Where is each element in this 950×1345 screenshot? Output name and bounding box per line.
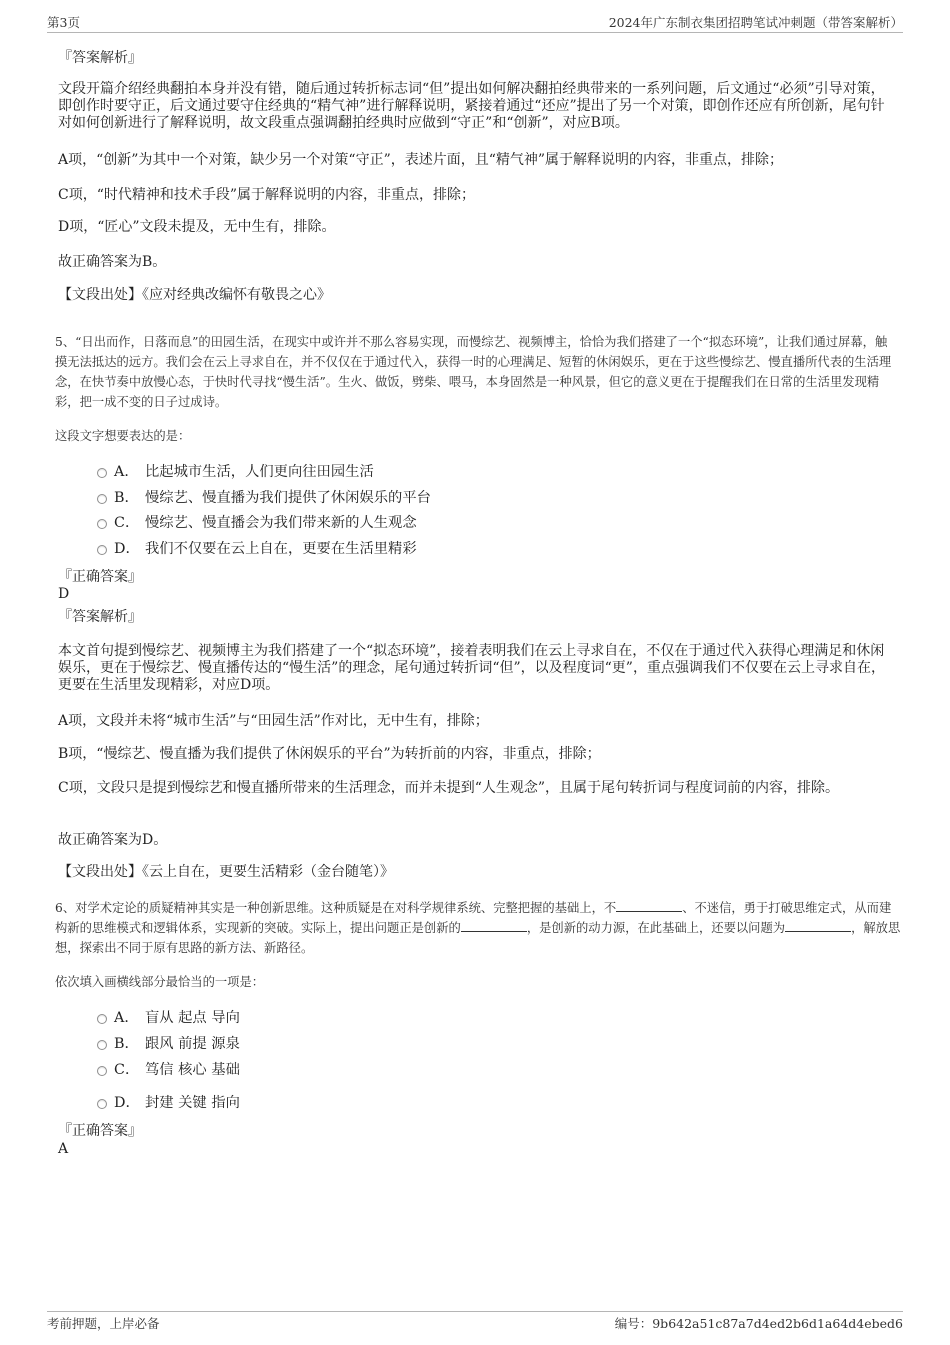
document-title: 2024年广东制衣集团招聘笔试冲刺题（带答案解析） [608,15,903,30]
q4-source: 【文段出处】《应对经典改编怀有敬畏之心》 [58,287,331,303]
q5-note-c: C项，文段只是提到慢综艺和慢直播所带来的生活理念，而并未提到“人生观念”，且属于尾句转折词与程度词前的内容，排除。 [58,780,840,796]
fill-blank [616,899,682,912]
q5-stem: 5、“日出而作，日落而息”的田园生活，在现实中或许并不那么容易实现，而慢综艺、视频博主，恰恰为我们搭建了一个“拟态环境”，让我们通过屏幕，触摸无法抵达的远方。我们会在云上寻求自在，并不仅仅在于通过代入，获得一时的心理满足、短暂的休闲娱乐，更在于这些慢综艺、慢直播所代表的生活理念，在快节奏中放慢心态，于快时代寻找“慢生活”。生火、做饭，劈柴、喂马，本身固然是一种风景，但它的意义更在于提醒我们在日常的生活里发现精彩，把一成不变的日子过成诗。 [55,335,892,409]
q4-analysis-text: 文段开篇介绍经典翻拍本身并没有错，随后通过转折标志词“但”提出如何解决翻拍经典带来的一系列问题，后文通过“必须”引导对策，即创作时要守正，后文通过要守住经典的“精气神”进行解释说明，紧接着通过“还应”提出了另一个对策，即创作还应有所创新，尾句针对如何创新进行了解释说明，故文段重点强调翻拍经典时应做到“守正”和“创新”，对应B项。 [58,81,885,131]
radio-button[interactable] [97,468,107,478]
q5-note-b: B项，“慢综艺、慢直播为我们提供了休闲娱乐的平台”为转折前的内容，非重点，排除； [58,746,601,762]
q5-source: 【文段出处】《云上自在，更要生活精彩（金台随笔）》 [58,864,394,880]
option-text: 我们不仅要在云上自在，更要在生活里精彩 [145,541,417,557]
q6-stem-part: ，是创新的动力源，在此基础上，还要以问题为 [526,921,786,935]
page-header [47,14,903,33]
radio-button[interactable] [97,1014,107,1024]
option-key: D． [114,1095,140,1111]
option-text: 笃信 核心 基础 [145,1062,240,1078]
option-text: 慢综艺、慢直播会为我们带来新的人生观念 [145,515,417,531]
q6-answer-label: 『正确答案』 [58,1123,142,1139]
q4-note-a: A项，“创新”为其中一个对策，缺少另一个对策“守正”，表述片面，且“精气神”属于解释说明的内容，非重点，排除； [58,152,784,168]
q4-note-d: D项，“匠心”文段未提及，无中生有，排除。 [58,219,336,235]
option-text: 慢综艺、慢直播为我们提供了休闲娱乐的平台 [145,490,431,506]
page-footer [47,1311,903,1334]
option-key: C． [114,515,140,531]
option-text: 封建 关键 指向 [145,1095,240,1111]
q4-conclusion: 故正确答案为B。 [58,254,167,270]
q5-answer: D [58,586,70,602]
radio-button[interactable] [97,1040,107,1050]
page-number: 第3页 [47,15,80,30]
q6-stem-part: ，解放思想，探索出不同于原有思路的新方法、新路径。 [55,921,901,955]
option-key: A． [114,1010,139,1026]
option-text: 比起城市生活，人们更向往田园生活 [145,464,374,480]
option-key: B． [114,490,139,506]
q5-note-a: A项，文段并未将“城市生活”与“田园生活”作对比，无中生有，排除； [58,713,489,729]
document-serial: 编号：9b642a51c87a7d4ed2b6d1a64d4ebed6 [614,1316,903,1331]
q5-prompt: 这段文字想要表达的是： [55,429,191,443]
option-text: 盲从 起点 导向 [145,1010,240,1026]
q4-note-c: C项，“时代精神和技术手段”属于解释说明的内容，非重点，排除； [58,187,476,203]
fill-blank [461,919,527,932]
option-text: 跟风 前提 源泉 [145,1036,240,1052]
fill-blank [785,919,851,932]
option-key: A． [114,464,139,480]
q6-stem-part: 6、对学术定论的质疑精神其实是一种创新思维。这种质疑是在对科学规律系统、完整把握的基础上，不 [55,901,617,915]
q6-answer: A [58,1141,69,1157]
option-key: C． [114,1062,140,1078]
q5-analysis-text: 本文首句提到慢综艺、视频博主为我们搭建了一个“拟态环境”，接着表明我们在云上寻求自在，不仅在于通过代入获得心理满足和休闲娱乐，更在于慢综艺、慢直播传达的“慢生活”的理念，尾句通过转折词“但”，以及程度词“更”，重点强调我们不仅要在云上寻求自在，更要在生活里发现精彩，对应D项。 [58,643,885,693]
q6-prompt: 依次填入画横线部分最恰当的一项是： [55,975,265,989]
q4-analysis-label: 『答案解析』 [58,50,142,66]
q6-stem-part: 、不迷信，勇于打破思维定式，从而建构新的思维模式和逻辑体系，实现新的突破。实际上，提出问题正是创新的 [55,901,892,935]
footer-slogan: 考前押题，上岸必备 [47,1316,160,1331]
q6-stem [55,898,901,958]
radio-button[interactable] [97,494,107,504]
q5-analysis-label: 『答案解析』 [58,609,142,625]
radio-button[interactable] [97,1066,107,1076]
radio-button[interactable] [97,545,107,555]
q5-answer-label: 『正确答案』 [58,569,142,585]
q5-conclusion: 故正确答案为D。 [58,832,168,848]
option-key: B． [114,1036,139,1052]
option-key: D． [114,541,140,557]
radio-button[interactable] [97,1099,107,1109]
radio-button[interactable] [97,519,107,529]
